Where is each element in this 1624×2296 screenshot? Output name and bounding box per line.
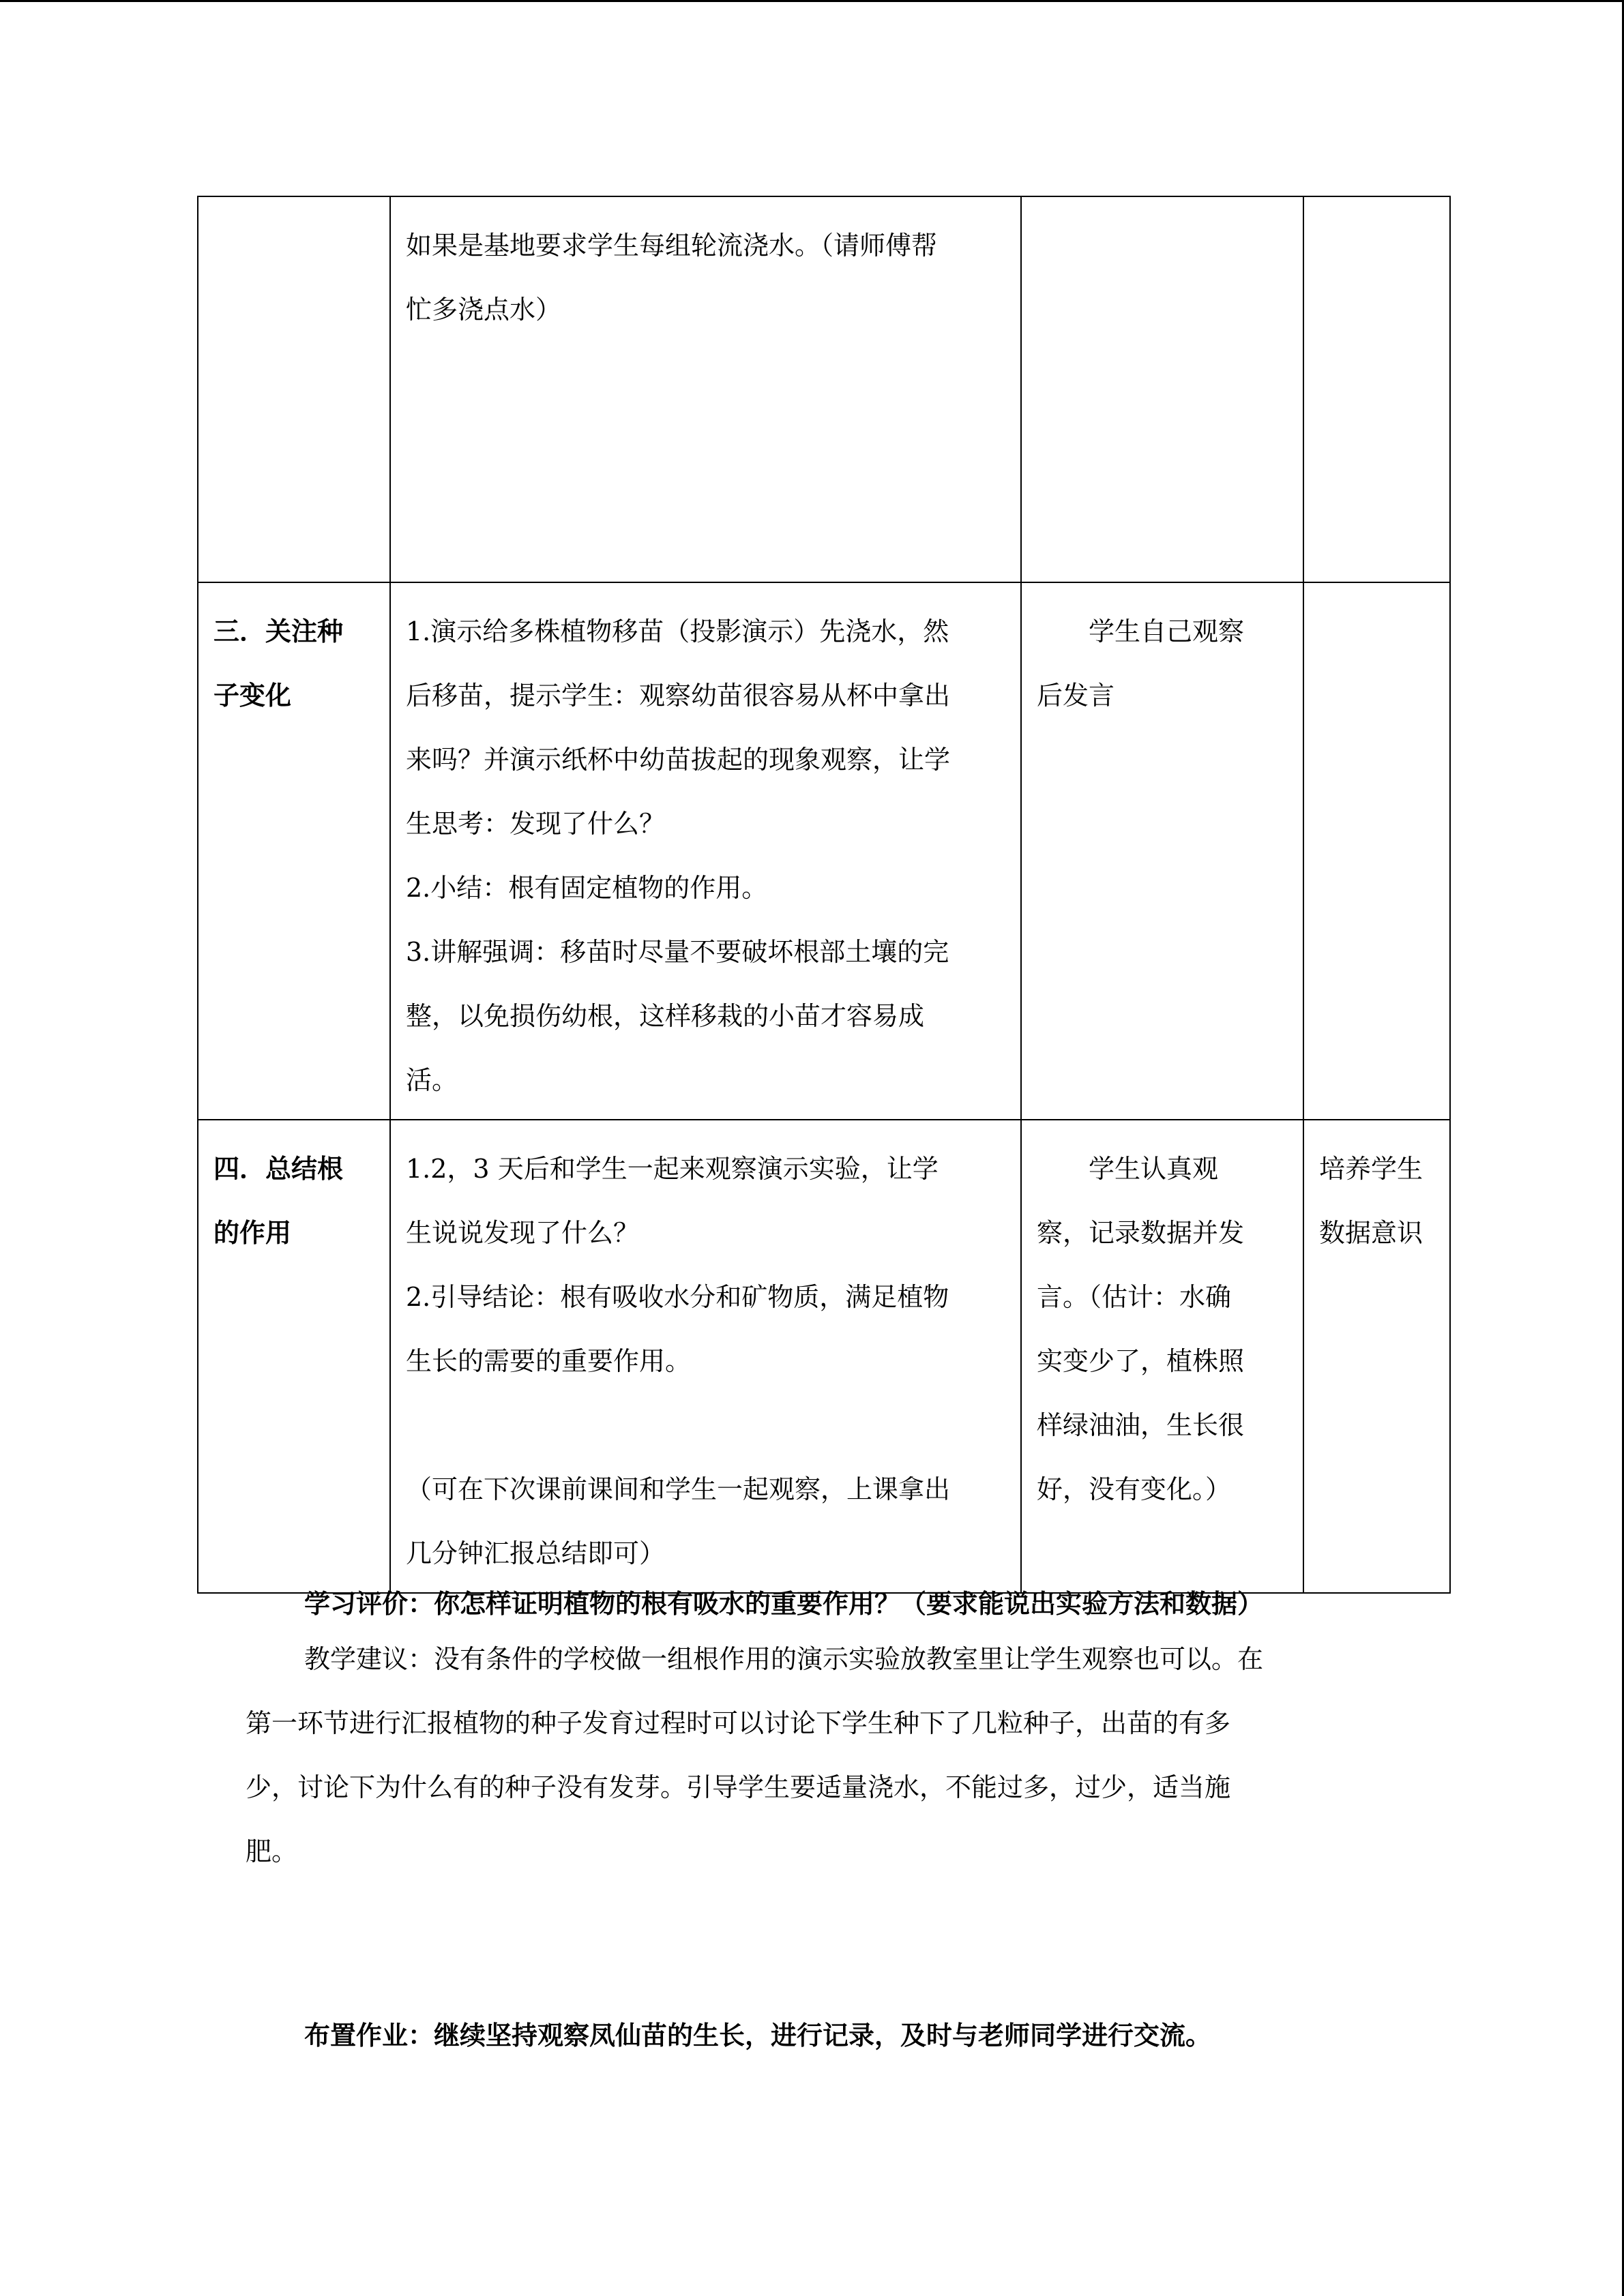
text-line: 忙多浇点水） <box>406 295 562 325</box>
table-row <box>198 196 1450 582</box>
text-line: 教学建议：没有条件的学校做一组根作用的演示实验放教室里让学生观察也可以。在 <box>304 1644 1264 1674</box>
text-line: 学生自己观察 <box>1089 616 1245 646</box>
text-line: 后发言 <box>1037 681 1115 711</box>
teaching-advice <box>246 1627 1378 1883</box>
text-line: 好，没有变化。） <box>1037 1474 1232 1504</box>
table-row <box>198 582 1450 1120</box>
stage-title-line: 四．总结根 <box>213 1154 344 1184</box>
text-line: 几分钟汇报总结即可） <box>406 1538 666 1568</box>
text-line: 学生认真观 <box>1089 1154 1219 1184</box>
student-activity-cell <box>1021 582 1303 1120</box>
table-row <box>198 1120 1450 1593</box>
text-line: 1.演示给多株植物移苗（投影演示）先浇水，然 <box>406 616 949 646</box>
teacher-activity-cell <box>390 582 1021 1120</box>
text-line: 2.引导结论：根有吸收水分和矿物质，满足植物 <box>406 1282 949 1312</box>
student-activity-cell <box>1021 1120 1303 1593</box>
teacher-activity-cell <box>390 196 1021 582</box>
text-line: 数据意识 <box>1319 1218 1423 1248</box>
text-line: 肥。 <box>246 1836 298 1866</box>
text-line: 样绿油油，生长很 <box>1037 1410 1245 1440</box>
text-line: 培养学生 <box>1319 1154 1423 1184</box>
text-line: 察，记录数据并发 <box>1037 1218 1245 1248</box>
text-line: 生思考：发现了什么？ <box>406 809 666 839</box>
text-line: （可在下次课前课间和学生一起观察，上课拿出 <box>406 1474 951 1504</box>
text-line: 第一环节进行汇报植物的种子发育过程时可以讨论下学生种下了几粒种子，出苗的有多 <box>246 1708 1231 1738</box>
design-intent-cell <box>1303 1120 1450 1593</box>
text-line: 来吗？并演示纸杯中幼苗拔起的现象观察，让学 <box>406 745 951 775</box>
page-border-top <box>0 0 1624 2</box>
text-line: 生长的需要的重要作用。 <box>406 1346 692 1376</box>
text-line: 言。（估计：水确 <box>1037 1282 1232 1312</box>
teacher-activity-cell <box>390 1120 1021 1593</box>
text-line: 活。 <box>406 1065 458 1095</box>
stage-cell <box>198 196 390 582</box>
stage-cell <box>198 582 390 1120</box>
stage-title-line: 的作用 <box>213 1218 292 1248</box>
stage-cell <box>198 1120 390 1593</box>
design-intent-cell <box>1303 582 1450 1120</box>
text-line <box>406 1393 1005 1457</box>
text-line: 2.小结：根有固定植物的作用。 <box>406 873 768 903</box>
stage-title-line: 三．关注种 <box>213 616 344 646</box>
stage-title-line: 子变化 <box>213 681 292 711</box>
learning-evaluation: 学习评价：你怎样证明植物的根有吸水的重要作用？（要求能说出实验方法和数据） <box>304 1589 1264 1619</box>
text-line: 3.讲解强调：移苗时尽量不要破坏根部土壤的完 <box>406 937 949 967</box>
homework-assignment: 布置作业：继续坚持观察凤仙苗的生长，进行记录，及时与老师同学进行交流。 <box>304 2021 1212 2051</box>
text-line: 后移苗，提示学生：观察幼苗很容易从杯中拿出 <box>406 681 951 711</box>
text-line: 1.2，3 天后和学生一起来观察演示实验，让学 <box>406 1154 939 1184</box>
text-line: 整，以免损伤幼根，这样移栽的小苗才容易成 <box>406 1001 925 1031</box>
text-line: 生说说发现了什么？ <box>406 1218 640 1248</box>
lesson-plan-table <box>197 196 1451 1594</box>
design-intent-cell <box>1303 196 1450 582</box>
text-line: 实变少了，植株照 <box>1037 1346 1245 1376</box>
text-line: 如果是基地要求学生每组轮流浇水。（请师傅帮 <box>406 230 938 260</box>
text-line: 少，讨论下为什么有的种子没有发芽。引导学生要适量浇水，不能过多，过少，适当施 <box>246 1772 1231 1802</box>
student-activity-cell <box>1021 196 1303 582</box>
